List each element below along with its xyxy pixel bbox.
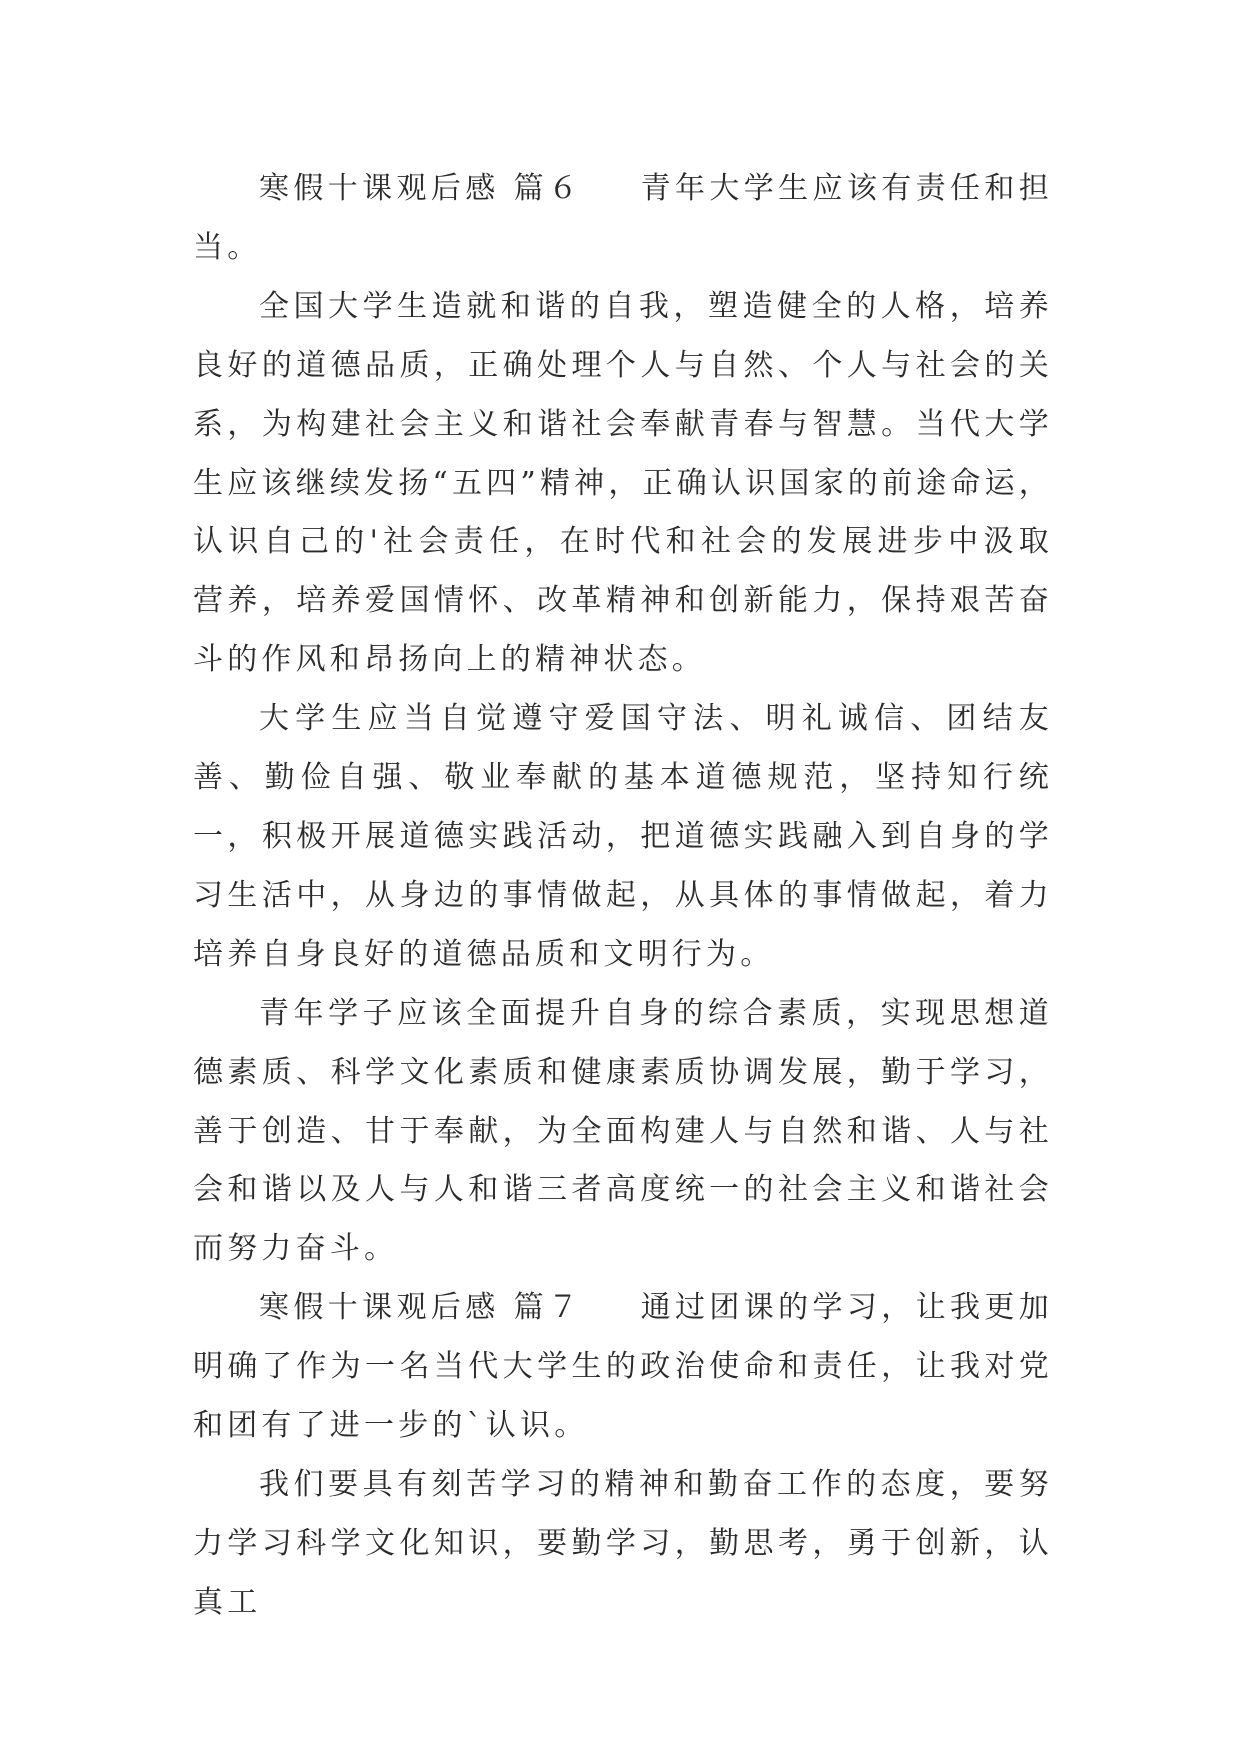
paragraph-4: [193, 985, 1053, 1280]
paragraph-text: 我们要具有刻苦学习的精神和勤奋工作的态度，要努力学习科学文化知识，要勤学习，勤思考，勇于创新，认真工: [193, 1466, 1053, 1620]
essay-7-first-sentence: 通过团课的学习，让我更加明确了作为一名当代大学生的政治使命和责任，让我对党和团有了进一步的`认识。: [193, 1290, 1053, 1444]
document-body: [193, 160, 1053, 1633]
essay-6-first-sentence: 青年大学生应该有责任和担当。: [193, 171, 1053, 265]
paragraph-essay-7-intro: [193, 1279, 1053, 1456]
paragraph-6: [193, 1456, 1053, 1633]
paragraph-text: 青年学子应该全面提升自身的综合素质，实现思想道德素质、科学文化素质和健康素质协调发展，勤于学习，善于创造、甘于奉献，为全面构建人与自然和谐、人与社会和谐以及人与人和谐三者高度统一的社会主义和谐社会而努力奋斗。: [193, 995, 1053, 1267]
paragraph-2: [193, 278, 1053, 690]
essay-7-heading: 寒假十课观后感 篇７: [259, 1290, 583, 1326]
paragraph-3: [193, 690, 1053, 985]
paragraph-text: 大学生应当自觉遵守爱国守法、明礼诚信、团结友善、勤俭自强、敬业奉献的基本道德规范，坚持知行统一，积极开展道德实践活动，把道德实践融入到自身的学习生活中，从身边的事情做起，从具体的事情做起，着力培养自身良好的道德品质和文明行为。: [193, 701, 1053, 972]
paragraph-essay-6-intro: [193, 160, 1053, 278]
paragraph-text: 全国大学生造就和谐的自我，塑造健全的人格，培养良好的道德品质，正确处理个人与自然、个人与社会的关系，为构建社会主义和谐社会奉献青春与智慧。当代大学生应该继续发扬“五四”精神，正确认识国家的前途命运，认识自己的'社会责任，在时代和社会的发展进步中汲取营养，培养爱国情怀、改革精神和创新能力，保持艰苦奋斗的作风和昂扬向上的精神状态。: [193, 288, 1053, 678]
essay-6-heading: 寒假十课观后感 篇６: [259, 171, 583, 206]
